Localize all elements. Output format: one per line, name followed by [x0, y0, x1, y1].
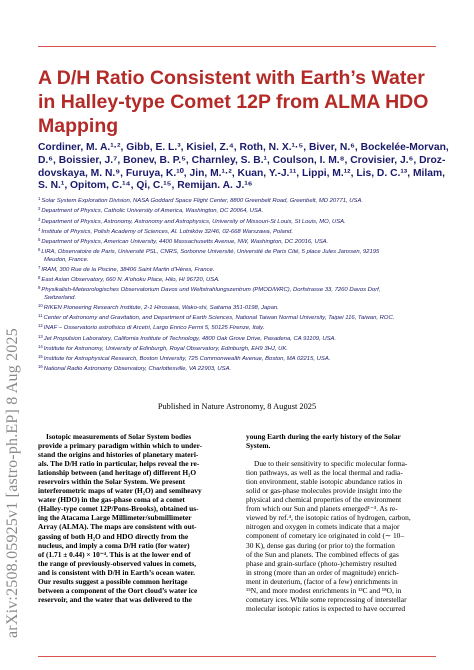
body-text-line: component of cometary ice originated in cold (∼ 10– — [246, 531, 405, 541]
abstract-line: nucleus, and imply a coma D/H ratio (for water) — [38, 540, 190, 550]
bottom-rule — [38, 656, 436, 657]
author-line: Cordiner, M. A.¹·², Gibb, E. L.³, Kisiel, Z.⁴, Roth, N. X.¹·⁵, Biver, N.⁶, Bockelée-Morvan, — [38, 142, 449, 153]
abstract-line: lationship between (and heritage of) different H₂O — [38, 468, 197, 478]
affiliation-number: 1 — [38, 196, 41, 201]
abstract-line: Array (ALMA). The maps are consistent with out- — [38, 522, 197, 532]
body-text-line: molecular isotopic ratios is expected to have occurred — [246, 603, 406, 613]
affiliation-item — [38, 205, 440, 215]
author-list — [38, 142, 449, 193]
affiliation-item — [38, 363, 440, 373]
affiliation-number: 12 — [38, 323, 43, 329]
abstract-line: interferometric maps of water (H₂O) and semiheavy — [38, 486, 202, 496]
body-text-line: solid or gas-phase molecules provide insight into the — [246, 486, 402, 496]
body-text-line: cometary ices. While some reprocessing of interstellar — [246, 594, 407, 604]
affiliation-item — [38, 312, 440, 322]
body-text-line: of the Sun and planets. The combined effects of gas — [246, 549, 399, 559]
abstract-column — [38, 432, 238, 604]
abstract-line: Isotopic measurements of Solar System bodies — [46, 432, 192, 441]
affiliation-item — [38, 246, 440, 256]
abstract-line: (Halley-type comet 12P/Pons-Brooks), obtained us- — [38, 504, 199, 514]
affiliation-item — [38, 302, 440, 312]
affiliation-text: Physikalish-Meteorologisches Observatorium Davos und Weltstrahlungszentrum (PMOD/WRC), Dorfstrasse 33, 7260 Davos Dorf, — [41, 287, 381, 294]
affiliation-item — [38, 333, 440, 343]
title-line: Mapping — [38, 115, 119, 137]
affiliation-text: Department of Physics, Astronomy, Astronomy and Astrophysics, University of Missouri-St Louis, St Louis, MO, USA. — [41, 218, 346, 225]
affiliation-text: Switzerland. — [44, 294, 77, 301]
affiliation-item — [38, 226, 440, 236]
affiliation-number: 11 — [38, 313, 43, 318]
affiliation-item — [38, 353, 440, 363]
abstract-line: young Earth during the early history of the Solar — [246, 432, 401, 441]
affiliation-item — [38, 216, 440, 226]
affiliation-item — [38, 257, 440, 264]
abstract-line: ing the Atacama Large Millimeter/submillimeter — [38, 513, 192, 523]
affiliation-number: 8 — [38, 275, 41, 280]
affiliation-text: Center of Astronomy and Gravitation, and Department of Earth Sciences, National Taiwan Normal University, Taipei 116, Taiwan, ROC. — [43, 315, 395, 321]
affiliation-text: Meudon, France. — [44, 256, 89, 263]
affiliation-item — [38, 284, 440, 294]
affiliation-number: 10 — [38, 302, 43, 308]
body-text-line: physical and chemical properties of the environment — [246, 495, 402, 505]
affiliation-text: Jet Propulsion Laboratory, California Institute of Technology, 4800 Oak Grove Drive, Pasadena, CA 91109, USA. — [43, 335, 337, 342]
abstract-line: between a component of the Oort cloud’s water ice — [38, 585, 198, 595]
introduction-column — [246, 432, 446, 613]
affiliation-number: 7 — [38, 264, 41, 270]
body-text-line: nitrogen and oxygen in comets indicate that a major — [246, 522, 400, 532]
body-text-line: 30 K), dense gas during (or prior to) the formation — [246, 540, 396, 550]
affiliation-text: IRAM, 300 Rue de la Piscine, 38406 Saint Martin d'Hères, France. — [41, 266, 215, 273]
arxiv-identifier: arXiv:2508.05925v1 [astro-ph.EP] 8 Aug 2025 — [4, 328, 21, 638]
affiliation-item — [38, 295, 440, 302]
affiliation-item — [38, 274, 440, 284]
paper-title — [38, 66, 448, 138]
affiliation-number: 3 — [38, 216, 41, 222]
author-line: dovskaya, M. N.⁹, Furuya, K.¹⁰, Jin, M.¹·², Kuan, Y.-J.¹¹, Lippi, M.¹², Lis, D. C.¹³, Milam, — [38, 167, 446, 179]
top-rule — [38, 46, 436, 47]
body-text-line: from which our Sun and planets emerged¹⁻³. As re- — [246, 504, 398, 514]
affiliation-number: 15 — [38, 354, 43, 359]
abstract-line: als. The D/H ratio in particular, helps reveal the re- — [38, 459, 200, 469]
affiliation-text: LIRA, Observatoire de Paris, Université PSL, CNRS, Sorbonne Université, Université de Paris Cité, 5 place Jules Janssen, 92195 — [41, 249, 380, 256]
abstract-line: gassing of both H₂O and HDO directly from the — [38, 531, 189, 541]
body-text-line: tion pathways, as well as the local thermal and radia- — [246, 468, 403, 478]
affiliation-text: RIKEN Pioneering Research Institute, 2-1 Hirosawa, Wako-shi, Saitama 351-0198, Japan. — [43, 304, 279, 311]
body-text-line: phase and grain-surface (photo-)chemistry resulted — [246, 558, 397, 568]
paragraph-gap — [246, 450, 446, 459]
affiliation-text: Department of Physics, Catholic University of America, Washington, DC 20064, USA. — [41, 208, 264, 215]
author-line: S. N.¹, Opitom, C.¹⁴, Qi, C.¹⁵, Remijan. A. J.¹⁶ — [38, 180, 253, 192]
abstract-line: of (1.71 ± 0.44) × 10⁻⁴. This is at the lower end of — [38, 549, 191, 559]
author-line: D.⁶, Boissier, J.⁷, Bonev, B. P.⁵, Charnley, S. B.¹, Coulson, I. M.⁸, Crovisier, J.⁶, Droz- — [38, 154, 446, 166]
affiliation-number: 14 — [38, 343, 43, 349]
affiliation-text: National Radio Astronomy Observatory, Charlottesville, VA 22903, USA. — [43, 366, 232, 373]
affiliation-item — [38, 236, 440, 246]
abstract-line: reservoir, and the water that was delivered to the — [38, 594, 192, 604]
abstract-line: System. — [246, 441, 271, 451]
title-line: in Halley-type Comet 12P from ALMA HDO — [38, 91, 429, 113]
affiliation-item — [38, 343, 440, 353]
affiliation-text: INAF – Osservatorio astrofisico di Arcetri, Largo Enrico Fermi 5, 50125 Firenze, Italy. — [43, 325, 265, 332]
affiliation-number: 9 — [38, 285, 41, 291]
body-text-line: ment in deuterium, (factor of a few) enrichments in — [246, 576, 398, 586]
affiliation-text: Institute for Astronomy, University of Edinburgh, Royal Observatory, Edinburgh, EH9 3HJ, UK. — [43, 345, 288, 352]
affiliation-item — [38, 322, 440, 332]
affiliation-text: Institute of Physics, Polish Academy of Sciences, Al. Lotników 32/46, 02-668 Warszawa, Poland. — [41, 228, 293, 235]
affiliation-item — [38, 264, 440, 274]
affiliation-list — [38, 195, 440, 374]
abstract-line: and is consistent with D/H in Earth’s ocean water. — [38, 567, 195, 577]
abstract-line: the range of previously-observed values in comets, — [38, 558, 197, 568]
affiliation-text: East Asian Observatory, 660 N. A'ohoku Place, Hilo, HI 96720, USA. — [41, 277, 220, 283]
affiliation-number: 4 — [38, 226, 41, 232]
abstract-line: stand the origins and histories of planetary materi- — [38, 450, 199, 460]
body-text-line: tion environment, stable isotopic abundance ratios in — [246, 477, 403, 487]
abstract-line: Our results suggest a possible common heritage — [38, 576, 188, 586]
abstract-line: water (HDO) in the gas-phase coma of a comet — [38, 495, 185, 505]
affiliation-item — [38, 195, 440, 205]
affiliation-number: 13 — [38, 333, 43, 339]
body-text-line: Due to their sensitivity to specific molecular forma- — [254, 459, 408, 469]
abstract-line: reservoirs within the Solar System. We present — [38, 477, 186, 487]
body-text-line: viewed by ref.⁴, the isotopic ratios of hydrogen, carbon, — [246, 513, 411, 523]
affiliation-text: Institute for Astrophysical Research, Boston University, 725 Commonwealth Avenue, Boston, MA 02215, USA. — [43, 356, 331, 362]
affiliation-number: 5 — [38, 237, 41, 242]
affiliation-number: 16 — [38, 364, 43, 370]
body-text-line: in strong (more than an order of magnitude) enrich- — [246, 567, 399, 577]
body-text-line: ¹⁵N, and more modest enrichments in ¹³C and ¹⁸O, in — [246, 585, 402, 595]
publication-note: Published in Nature Astronomy, 8 August 2025 — [157, 402, 317, 411]
affiliation-number: 6 — [38, 247, 41, 253]
affiliation-text: Solar System Exploration Division, NASA Goddard Space Flight Center, 8800 Greenbelt Road, Greenbelt, MD 20771, USA. — [41, 198, 364, 204]
title-line: A D/H Ratio Consistent with Earth’s Water — [38, 67, 425, 89]
abstract-line: provide a primary paradigm within which to under- — [38, 441, 203, 451]
affiliation-number: 2 — [38, 206, 41, 212]
affiliation-text: Department of Physics, American University, 4400 Massachusetts Avenue, NW, Washington, DC 20016, USA. — [41, 239, 329, 245]
